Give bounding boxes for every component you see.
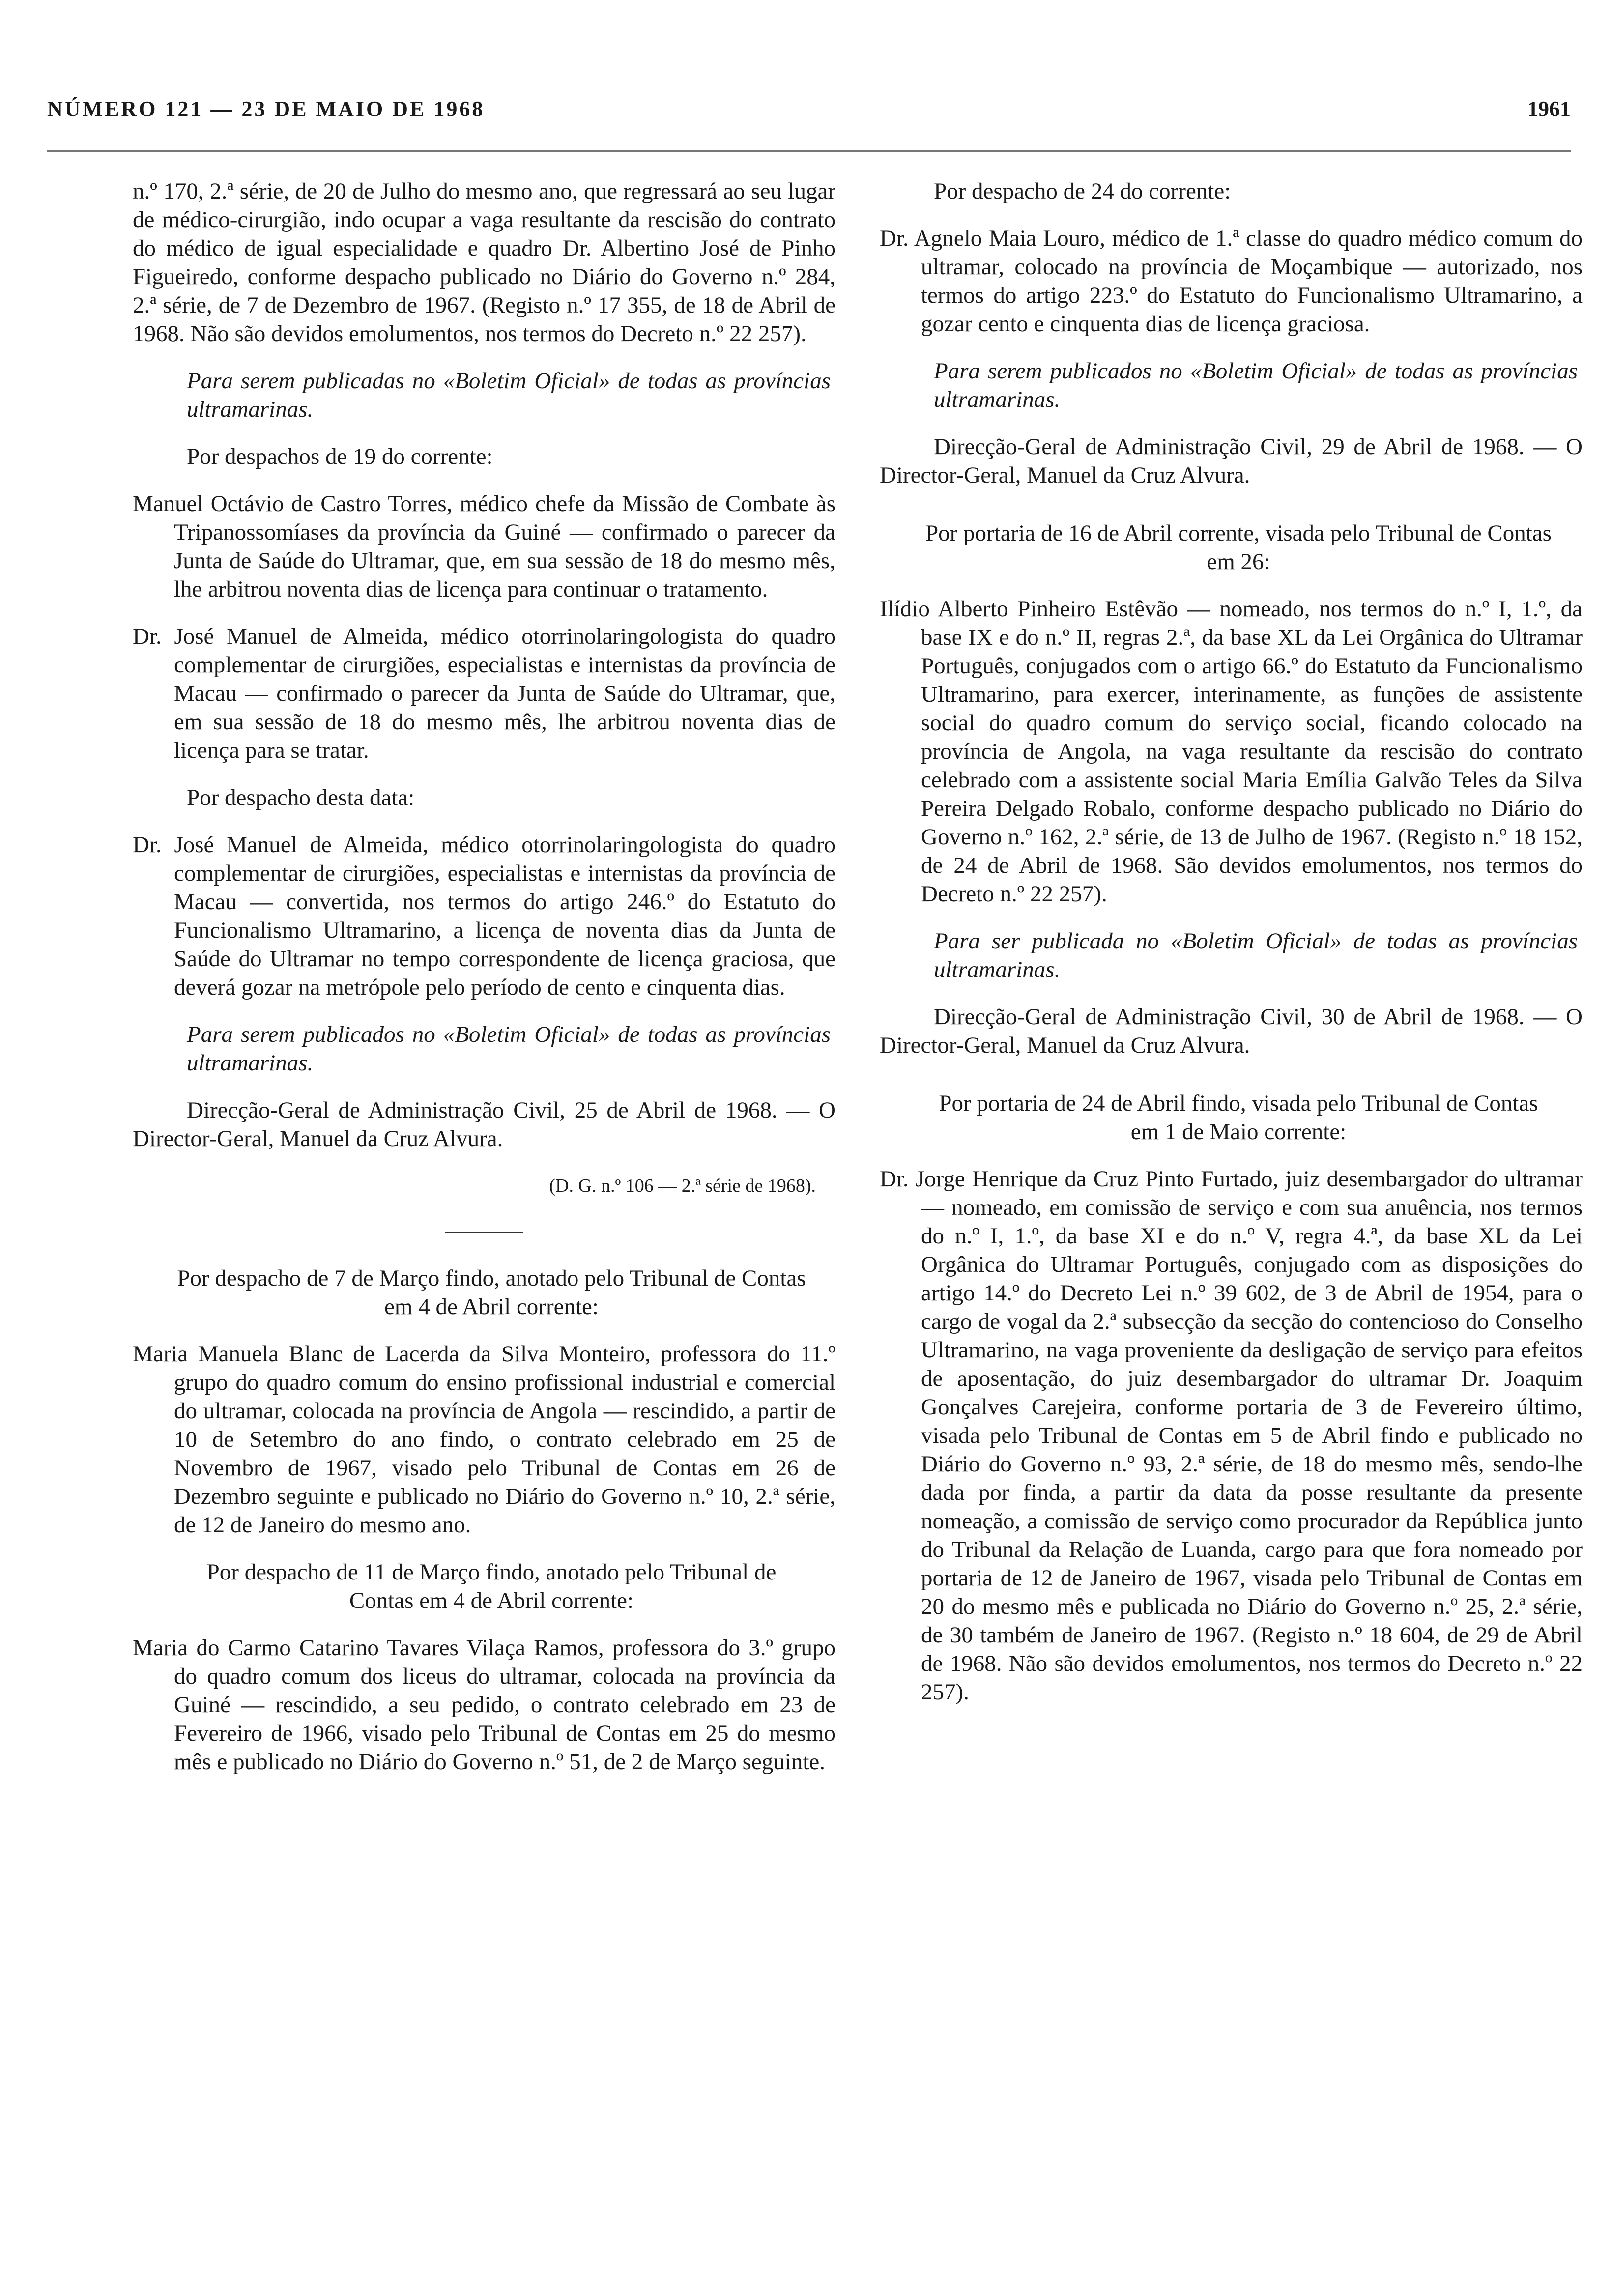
dispatch-entry: Manuel Octávio de Castro Torres, médico chefe da Missão de Combate às Tripanossomíases da província da Guiné — confirmado o parecer da Junta de Saúde do Ultramar, que, em sua sessão de 18 do mesmo mês, lhe arbitrou noventa dias de licença para continuar o tratamento. [133,491,835,602]
dispatch-heading: Por despacho de 24 do corrente: [934,178,1231,204]
section-separator [133,1219,835,1247]
dispatch-entry: Dr. Jorge Henrique da Cruz Pinto Furtado, juiz desembargador do ultramar — nomeado, em comissão de serviço e com sua anuência, nos termos do n.º I, 1.º, da base XI e do n.º V, regra 4.ª, da base XL da Lei Orgânica do Ultramar Português, conjugado com as disposições do artigo 14.º do Decreto Lei n.º 39 602, de 3 de Abril de 1954, para o cargo de vogal da 2.ª subsecção da secção do contencioso do Conselho Ultramarino, na vaga proveniente da desligação de serviço para efeitos de aposentação, do juiz desembargador do ultramar Dr. Joaquim Gonçalves Carejeira, conforme portaria de 3 de Fevereiro último, visada pelo Tribunal de Contas em 5 de Abril findo e publicado no Diário do Governo n.º 93, 2.ª série, de 18 do mesmo mês, sendo-lhe dada por finda, a partir da data da posse resultante da presente nomeação, a comissão de serviço como procurador da República junto do Tribunal da Relação de Luanda, cargo para que fora nomeado por portaria de 12 de Janeiro de 1967, visada pelo Tribunal de Contas em 20 do mesmo mês e publicada no Diário do Governo n.º 25, 2.ª série, de 30 também de Janeiro de 1967. (Registo n.º 18 604, de 29 de Abril de 1968. Não são devidos emolumentos, nos termos do Decreto n.º 22 257). [880,1166,1583,1705]
right-column [880,177,1583,1725]
publication-note: Para serem publicados no «Boletim Oficial» de todas as províncias ultramarinas. [187,1022,831,1076]
dispatch-heading: Por portaria de 24 de Abril findo, visada pelo Tribunal de Contas em 1 de Maio corrente: [939,1091,1538,1145]
dispatch-heading: Por portaria de 16 de Abril corrente, visada pelo Tribunal de Contas em 26: [925,520,1552,574]
signature-line: Direcção-Geral de Administração Civil, 30 de Abril de 1968. — O Director-Geral, Manuel da Cruz Alvura. [880,1004,1583,1058]
page-header [47,96,1571,131]
header-rule [47,150,1571,152]
dispatch-heading: Por despachos de 19 do corrente: [187,444,493,469]
running-head: NÚMERO 121 — 23 DE MAIO DE 1968 [47,97,485,121]
signature-line: Direcção-Geral de Administração Civil, 25 de Abril de 1968. — O Director-Geral, Manuel da Cruz Alvura. [133,1097,835,1151]
dispatch-entry: Maria do Carmo Catarino Tavares Vilaça Ramos, professora do 3.º grupo do quadro comum dos liceus do ultramar, colocada na província da Guiné — rescindido, a seu pedido, o contrato celebrado em 23 de Fevereiro de 1966, visado pelo Tribunal de Contas em 25 do mesmo mês e publicado no Diário do Governo n.º 51, de 2 de Março seguinte. [133,1635,835,1775]
dispatch-heading: Por despacho desta data: [187,785,415,810]
gazette-reference: (D. G. n.º 106 — 2.ª série de 1968). [549,1176,816,1196]
signature-line: Direcção-Geral de Administração Civil, 29 de Abril de 1968. — O Director-Geral, Manuel da Cruz Alvura. [880,434,1583,488]
dispatch-entry: Dr. José Manuel de Almeida, médico otorrinolaringologista do quadro complementar de cirurgiões, especialistas e internistas da província de Macau — convertida, nos termos do artigo 246.º do Estatuto do Funcionalismo Ultramarino, a licença de noventa dias da Junta de Saúde do Ultramar no tempo correspondente de licença graciosa, que deverá gozar na metrópole pelo período de cento e cinquenta dias. [133,832,835,1000]
continuation-paragraph: n.º 170, 2.ª série, de 20 de Julho do mesmo ano, que regressará ao seu lugar de médico-cirurgião, indo ocupar a vaga resultante da rescisão do contrato do médico de igual especialidade e quadro Dr. Albertino José de Pinho Figueiredo, conforme despacho publicado no Diário do Governo n.º 284, 2.ª série, de 7 de Dezembro de 1967. (Registo n.º 17 355, de 18 de Abril de 1968. Não são devidos emolumentos, nos termos do Decreto n.º 22 257). [133,178,835,346]
left-column [133,177,835,1795]
dispatch-entry: Dr. José Manuel de Almeida, médico otorrinolaringologista do quadro complementar de cirurgiões, especialistas e internistas da província de Macau — confirmado o parecer da Junta de Saúde do Ultramar, que, em sua sessão de 18 do mesmo mês, lhe arbitrou noventa dias de licença para se tratar. [133,624,835,763]
dispatch-entry: Ilídio Alberto Pinheiro Estêvão — nomeado, nos termos do n.º I, 1.º, da base IX e do n.º II, regras 2.ª, da base XL da Lei Orgânica do Ultramar Português, conjugados com o artigo 66.º do Estatuto da Funcionalismo Ultramarino, para exercer, interinamente, as funções de assistente social do quadro comum do serviço social, ficando colocado na província de Angola, na vaga resultante da rescisão do contrato celebrado com a assistente social Maria Emília Galvão Teles da Silva Pereira Delgado Robalo, conforme despacho publicado no Diário do Governo n.º 162, 2.ª série, de 13 de Julho de 1967. (Registo n.º 18 152, de 24 de Abril de 1968. São devidos emolumentos, nos termos do Decreto n.º 22 257). [880,596,1583,907]
page-number: 1961 [1527,97,1571,121]
dispatch-entry: Maria Manuela Blanc de Lacerda da Silva Monteiro, professora do 11.º grupo do quadro comum do ensino profissional industrial e comercial do ultramar, colocada na província de Angola — rescindido, a partir de 10 de Setembro do ano findo, o contrato celebrado em 25 de Novembro de 1967, visado pelo Tribunal de Contas em 26 de Dezembro seguinte e publicado no Diário do Governo n.º 10, 2.ª série, de 12 de Janeiro do mesmo ano. [133,1341,835,1538]
publication-note: Para ser publicada no «Boletim Oficial» de todas as províncias ultramarinas. [934,928,1578,982]
dispatch-entry: Dr. Agnelo Maia Louro, médico de 1.ª classe do quadro médico comum do ultramar, colocado na província de Moçambique — autorizado, nos termos do artigo 223.º do Estatuto do Funcionalismo Ultramarino, a gozar cento e cinquenta dias de licença graciosa. [880,226,1583,337]
dispatch-heading: Por despacho de 7 de Março findo, anotado pelo Tribunal de Contas em 4 de Abril corrente: [177,1265,806,1320]
publication-note: Para serem publicadas no «Boletim Oficial» de todas as províncias ultramarinas. [187,368,831,422]
dispatch-heading: Por despacho de 11 de Março findo, anotado pelo Tribunal de Contas em 4 de Abril corrente: [206,1559,777,1613]
publication-note: Para serem publicados no «Boletim Oficial» de todas as províncias ultramarinas. [934,358,1578,412]
